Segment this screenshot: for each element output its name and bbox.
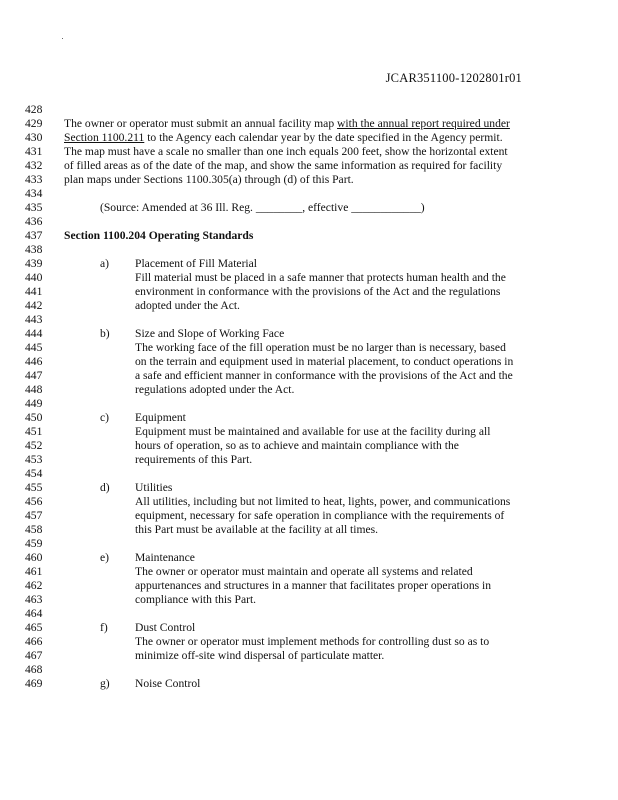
line-number: 430 [25,131,43,144]
line-number: 451 [25,425,43,438]
subsection-label: d) [100,481,110,494]
subsection-title: Utilities [135,481,173,494]
line-429 [0,117,618,131]
line-text: minimize off-site wind dispersal of particulate matter. [135,649,385,662]
line-number: 445 [25,341,43,354]
line-text: The owner or operator must maintain and operate all systems and related [135,565,473,578]
line-432 [0,159,618,173]
line-number: 436 [25,215,43,228]
line-463 [0,593,618,607]
subsection-label: f) [100,621,108,634]
line-text: The working face of the fill operation must be no larger than is necessary, based [135,341,506,354]
line-text: Equipment must be maintained and available for use at the facility during all [135,425,491,438]
line-number: 452 [25,439,43,452]
line-number: 434 [25,187,43,200]
line-number: 442 [25,299,43,312]
line-459 [0,537,618,551]
line-number: 431 [25,145,43,158]
line-number: 464 [25,607,43,620]
line-460 [0,551,618,565]
line-number: 447 [25,369,43,382]
line-text: this Part must be available at the facility at all times. [135,523,379,536]
line-number: 457 [25,509,43,522]
line-431 [0,145,618,159]
line-number: 433 [25,173,43,186]
line-number: 449 [25,397,43,410]
line-447 [0,369,618,383]
subsection-title: Maintenance [135,551,195,564]
line-text: regulations adopted under the Act. [135,383,295,396]
line-461 [0,565,618,579]
subsection-title: Dust Control [135,621,196,634]
line-433 [0,173,618,187]
line-text: appurtenances and structures in a manner that facilitates proper operations in [135,579,492,592]
line-436 [0,215,618,229]
line-text: hours of operation, so as to achieve and maintain compliance with the [135,439,459,452]
line-text: a safe and efficient manner in conformance with the provisions of the Act and the [135,369,513,382]
line-number: 428 [25,103,43,116]
line-text: Fill material must be placed in a safe manner that protects human health and the [135,271,506,284]
line-435 [0,201,618,215]
line-445 [0,341,618,355]
subsection-title: Size and Slope of Working Face [135,327,285,340]
line-452 [0,439,618,453]
line-465 [0,621,618,635]
line-462 [0,579,618,593]
subsection-label: c) [100,411,110,424]
line-438 [0,243,618,257]
line-number: 450 [25,411,43,424]
line-444 [0,327,618,341]
line-455 [0,481,618,495]
line-number: 466 [25,635,43,648]
line-number: 468 [25,663,43,676]
line-428 [0,103,618,117]
line-number: 465 [25,621,43,634]
line-text: The map must have a scale no smaller than one inch equals 200 feet, show the horizontal extent [64,145,508,158]
subsection-title: Placement of Fill Material [135,257,258,270]
line-text: adopted under the Act. [135,299,240,312]
line-number: 463 [25,593,43,606]
inserted-text: with the annual report required under [337,117,510,130]
line-number: 467 [25,649,43,662]
line-446 [0,355,618,369]
subsection-label: g) [100,677,110,690]
line-text: equipment, necessary for safe operation in compliance with the requirements of [135,509,505,522]
line-466 [0,635,618,649]
line-456 [0,495,618,509]
line-number: 454 [25,467,43,480]
line-430 [0,131,618,145]
line-number: 446 [25,355,43,368]
document-id-header: JCAR351100-1202801r01 [385,71,522,85]
line-number: 459 [25,537,43,550]
line-text: compliance with this Part. [135,593,257,606]
line-number: 461 [25,565,43,578]
line-468 [0,663,618,677]
line-number: 462 [25,579,43,592]
line-number: 435 [25,201,43,214]
line-number: 444 [25,327,43,340]
line-451 [0,425,618,439]
line-441 [0,285,618,299]
line-number: 458 [25,523,43,536]
subsection-label: e) [100,551,110,564]
line-443 [0,313,618,327]
line-437 [0,229,618,243]
line-text: All utilities, including but not limited to heat, lights, power, and communications [135,495,511,508]
line-text: The owner or operator must submit an annual facility map with the annual report required under [64,117,510,130]
line-458 [0,523,618,537]
subsection-title: Noise Control [135,677,201,690]
source-note: (Source: Amended at 36 Ill. Reg. ________, effective ____________) [100,201,425,214]
line-number: 441 [25,285,43,298]
line-text: The owner or operator must implement methods for controlling dust so as to [135,635,490,648]
line-449 [0,397,618,411]
line-text: Section 1100.211 to the Agency each calendar year by the date specified in the Agency permit. [64,131,503,144]
line-number: 443 [25,313,43,326]
line-number: 448 [25,383,43,396]
line-text: environment in conformance with the provisions of the Act and the regulations [135,285,501,298]
line-number: 440 [25,271,43,284]
line-442 [0,299,618,313]
line-number: 460 [25,551,43,564]
line-454 [0,467,618,481]
subsection-label: a) [100,257,110,270]
line-number: 429 [25,117,43,130]
line-text: of filled areas as of the date of the map, and show the same information as required for facility [64,159,503,172]
line-467 [0,649,618,663]
scan-speck [62,38,63,39]
line-text: on the terrain and equipment used in material placement, to conduct operations in [135,355,514,368]
line-464 [0,607,618,621]
line-453 [0,453,618,467]
line-448 [0,383,618,397]
line-number: 455 [25,481,43,494]
line-457 [0,509,618,523]
line-439 [0,257,618,271]
line-number: 437 [25,229,43,242]
inserted-text: Section 1100.211 [64,131,145,144]
subsection-label: b) [100,327,110,340]
line-number: 439 [25,257,43,270]
line-number: 453 [25,453,43,466]
line-text: plan maps under Sections 1100.305(a) through (d) of this Part. [64,173,354,186]
line-text: requirements of this Part. [135,453,253,466]
line-number: 438 [25,243,43,256]
line-number: 456 [25,495,43,508]
line-434 [0,187,618,201]
subsection-title: Equipment [135,411,186,424]
line-440 [0,271,618,285]
line-450 [0,411,618,425]
line-number: 432 [25,159,43,172]
line-469 [0,677,618,691]
section-heading: Section 1100.204 Operating Standards [64,229,254,242]
line-number: 469 [25,677,43,690]
